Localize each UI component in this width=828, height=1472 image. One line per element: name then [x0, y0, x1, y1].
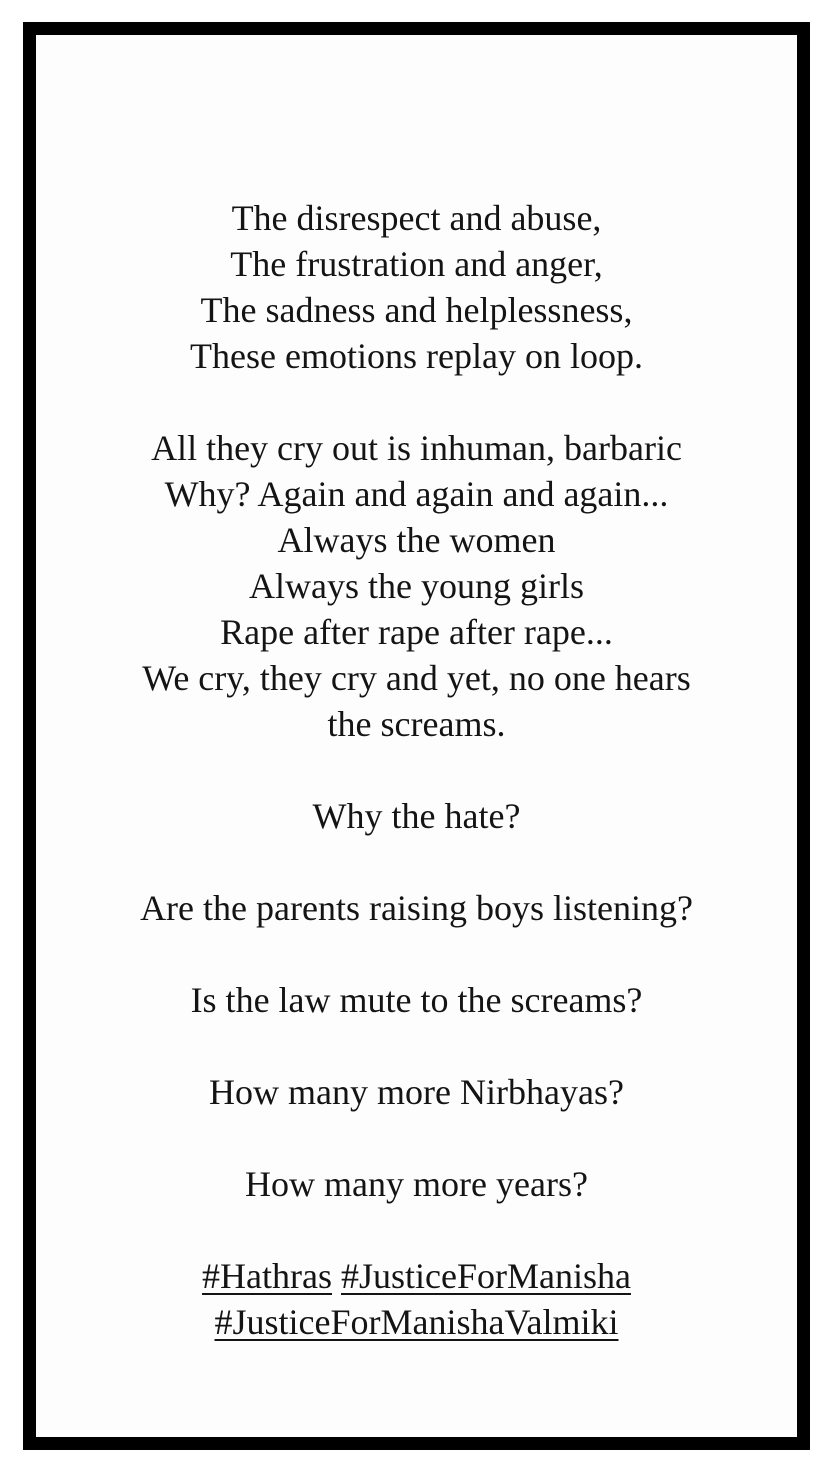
- poem-line: The frustration and anger,: [230, 244, 603, 284]
- poem-line: Why? Again and again and again...: [164, 474, 669, 514]
- poem-line: the screams.: [327, 704, 506, 744]
- hashtag-row: [36, 1253, 797, 1299]
- poem-line: The sadness and helplessness,: [200, 290, 633, 330]
- poem-line: Why the hate?: [312, 796, 521, 836]
- hashtags: [36, 1253, 797, 1345]
- hashtag-justice-for-manisha-link[interactable]: #JusticeForManisha: [341, 1256, 631, 1296]
- poem-line: The disrespect and abuse,: [231, 198, 602, 238]
- poem-body: [36, 195, 797, 1345]
- poem-frame: [23, 22, 810, 1450]
- poem-line: Are the parents raising boys listening?: [140, 888, 693, 928]
- poem-line: How many more Nirbhayas?: [209, 1072, 624, 1112]
- stanza-3: [36, 793, 797, 839]
- poem-line: These emotions replay on loop.: [190, 336, 643, 376]
- poem-line: Is the law mute to the screams?: [190, 980, 643, 1020]
- poem-line: All they cry out is inhuman, barbaric: [151, 428, 682, 468]
- hashtag-row: [36, 1299, 797, 1345]
- hashtag-justice-for-manisha-valmiki-link[interactable]: #JusticeForManishaValmiki: [214, 1302, 619, 1342]
- stanza-6: [36, 1069, 797, 1115]
- poem-line: Always the women: [277, 520, 556, 560]
- hashtag-hathras-link[interactable]: #Hathras: [202, 1256, 332, 1296]
- poem-line: Rape after rape after rape...: [220, 612, 613, 652]
- poem-line: How many more years?: [245, 1164, 588, 1204]
- poem-line: We cry, they cry and yet, no one hears: [142, 658, 691, 698]
- stanza-2: [36, 425, 797, 747]
- stanza-5: [36, 977, 797, 1023]
- stanza-7: [36, 1161, 797, 1207]
- stanza-1: [36, 195, 797, 379]
- stanza-4: [36, 885, 797, 931]
- poem-line: Always the young girls: [249, 566, 584, 606]
